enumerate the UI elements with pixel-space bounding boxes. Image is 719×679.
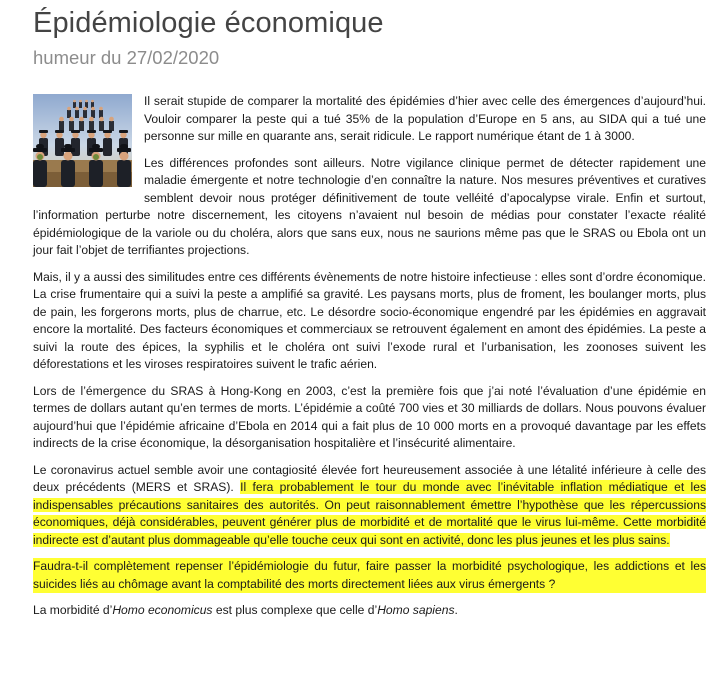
paragraph-1: Il serait stupide de comparer la mortalité des épidémies d’hier avec celle des émergences d’aujourd’hui. Vouloir comparer la peste qui a tué 35% de la population d’Europe en 5 ans, au SIDA qui a tué une personne sur mille en quarante ans, serait ridicule. Le rapport numérique étant de 1 à 3000. <box>144 94 706 143</box>
article-body <box>33 93 706 629</box>
paragraph-2: Les différences profondes sont ailleurs. Notre vigilance clinique permet de détecter rapidement une maladie émergente et notre technologie d’en connaître la nature. Nos mesures préventives et curatives semblent devoir nous protéger définitivement de toute velléité d’apocalypse virale. Enfin et surtout, l’information perturbe notre discernement, les citoyens n’avaient nul besoin de médias pour constater l’exacte réalité épidémiologique de la variole ou du choléra, alors que sans eux, nous ne saurions même pas que le SRAS ou Ebola ont un jour fait l’objet de terrifiantes projections. <box>33 155 706 257</box>
paragraph-5 <box>33 462 706 550</box>
paragraph-3: Mais, il y a aussi des similitudes entre ces différents évènements de notre histoire infectieuse : elles sont d’ordre économique. La crise frumentaire qui a suivi la peste a amplifié sa gravité. Les paysans morts, plus de froment, les boulanger morts, plus de pain, les forgerons morts, plus de charrue, etc. Le désordre socio-économique engendré par les épidémies en aggravait encore la mortalité. Des facteurs économiques et commerciaux se retrouvent également en amont des épidémies. La peste a suivi la route des épices, la syphilis et le choléra ont suivi l’exode rural et l’urbanisation, les zoonoses suivent les déforestations et les viroses respiratoires suivent le trafic aérien. <box>33 269 706 371</box>
paragraph-7-italic-homo-sapiens: Homo sapiens <box>377 603 455 617</box>
paragraph-4: Lors de l’émergence du SRAS à Hong-Kong en 2003, c’est la première fois que j’ai noté l’évaluation d’une épidémie en termes de dollars autant qu’en termes de morts. L’épidémie a coûté 700 vies et 30 milliards de dollars. Nous pouvons évaluer aujourd’hui que l’épidémie africaine d’Ebola en 2014 qui a fait plus de 10 000 morts en a provoqué davantage par les effets indirects de la crise économique, la désorganisation hospitalière et l’insécurité alimentaire. <box>33 383 706 450</box>
page-title: Épidémiologie économique <box>33 7 384 39</box>
paragraph-7 <box>33 602 706 620</box>
paragraph-5-plain: Le coronavirus actuel semble avoir une contagiosité élevée fort heureusement associée à une létalité inférieure à celle des deux précédents (MERS et SRAS). <box>33 462 706 494</box>
paragraph-5-highlight: Il fera probablement le tour du monde avec l’inévitable inflation médiatique et les indispensables précautions sanitaires des autorités. On peut raisonnablement émettre l’hypothèse que les répercussions économiques, déjà considérables, peuvent générer plus de morbidité et de mortalité que le virus lui-même. Cette morbidité indirecte est d’autant plus dommageable qu’elle touche ceux qui sont en activité, donc les plus jeunes et les plus sains. <box>33 480 706 547</box>
paragraph-6-highlight: Faudra-t-il complètement repenser l’épidémiologie du futur, faire passer la morbidité psychologique, les addictions et les suicides liés au chômage avant la comptabilité des morts directement liées aux virus émergents ? <box>33 558 706 593</box>
paragraph-7-part1: La morbidité d’ <box>33 603 113 617</box>
surreal-bowler-hat-men-painting-icon <box>33 94 132 187</box>
paragraph-7-end: . <box>454 603 458 617</box>
page-subtitle-date: humeur du 27/02/2020 <box>33 47 220 68</box>
paragraph-7-part2: est plus complexe que celle d’ <box>212 603 378 617</box>
paragraph-7-italic-homo-economicus: Homo economicus <box>112 603 213 617</box>
